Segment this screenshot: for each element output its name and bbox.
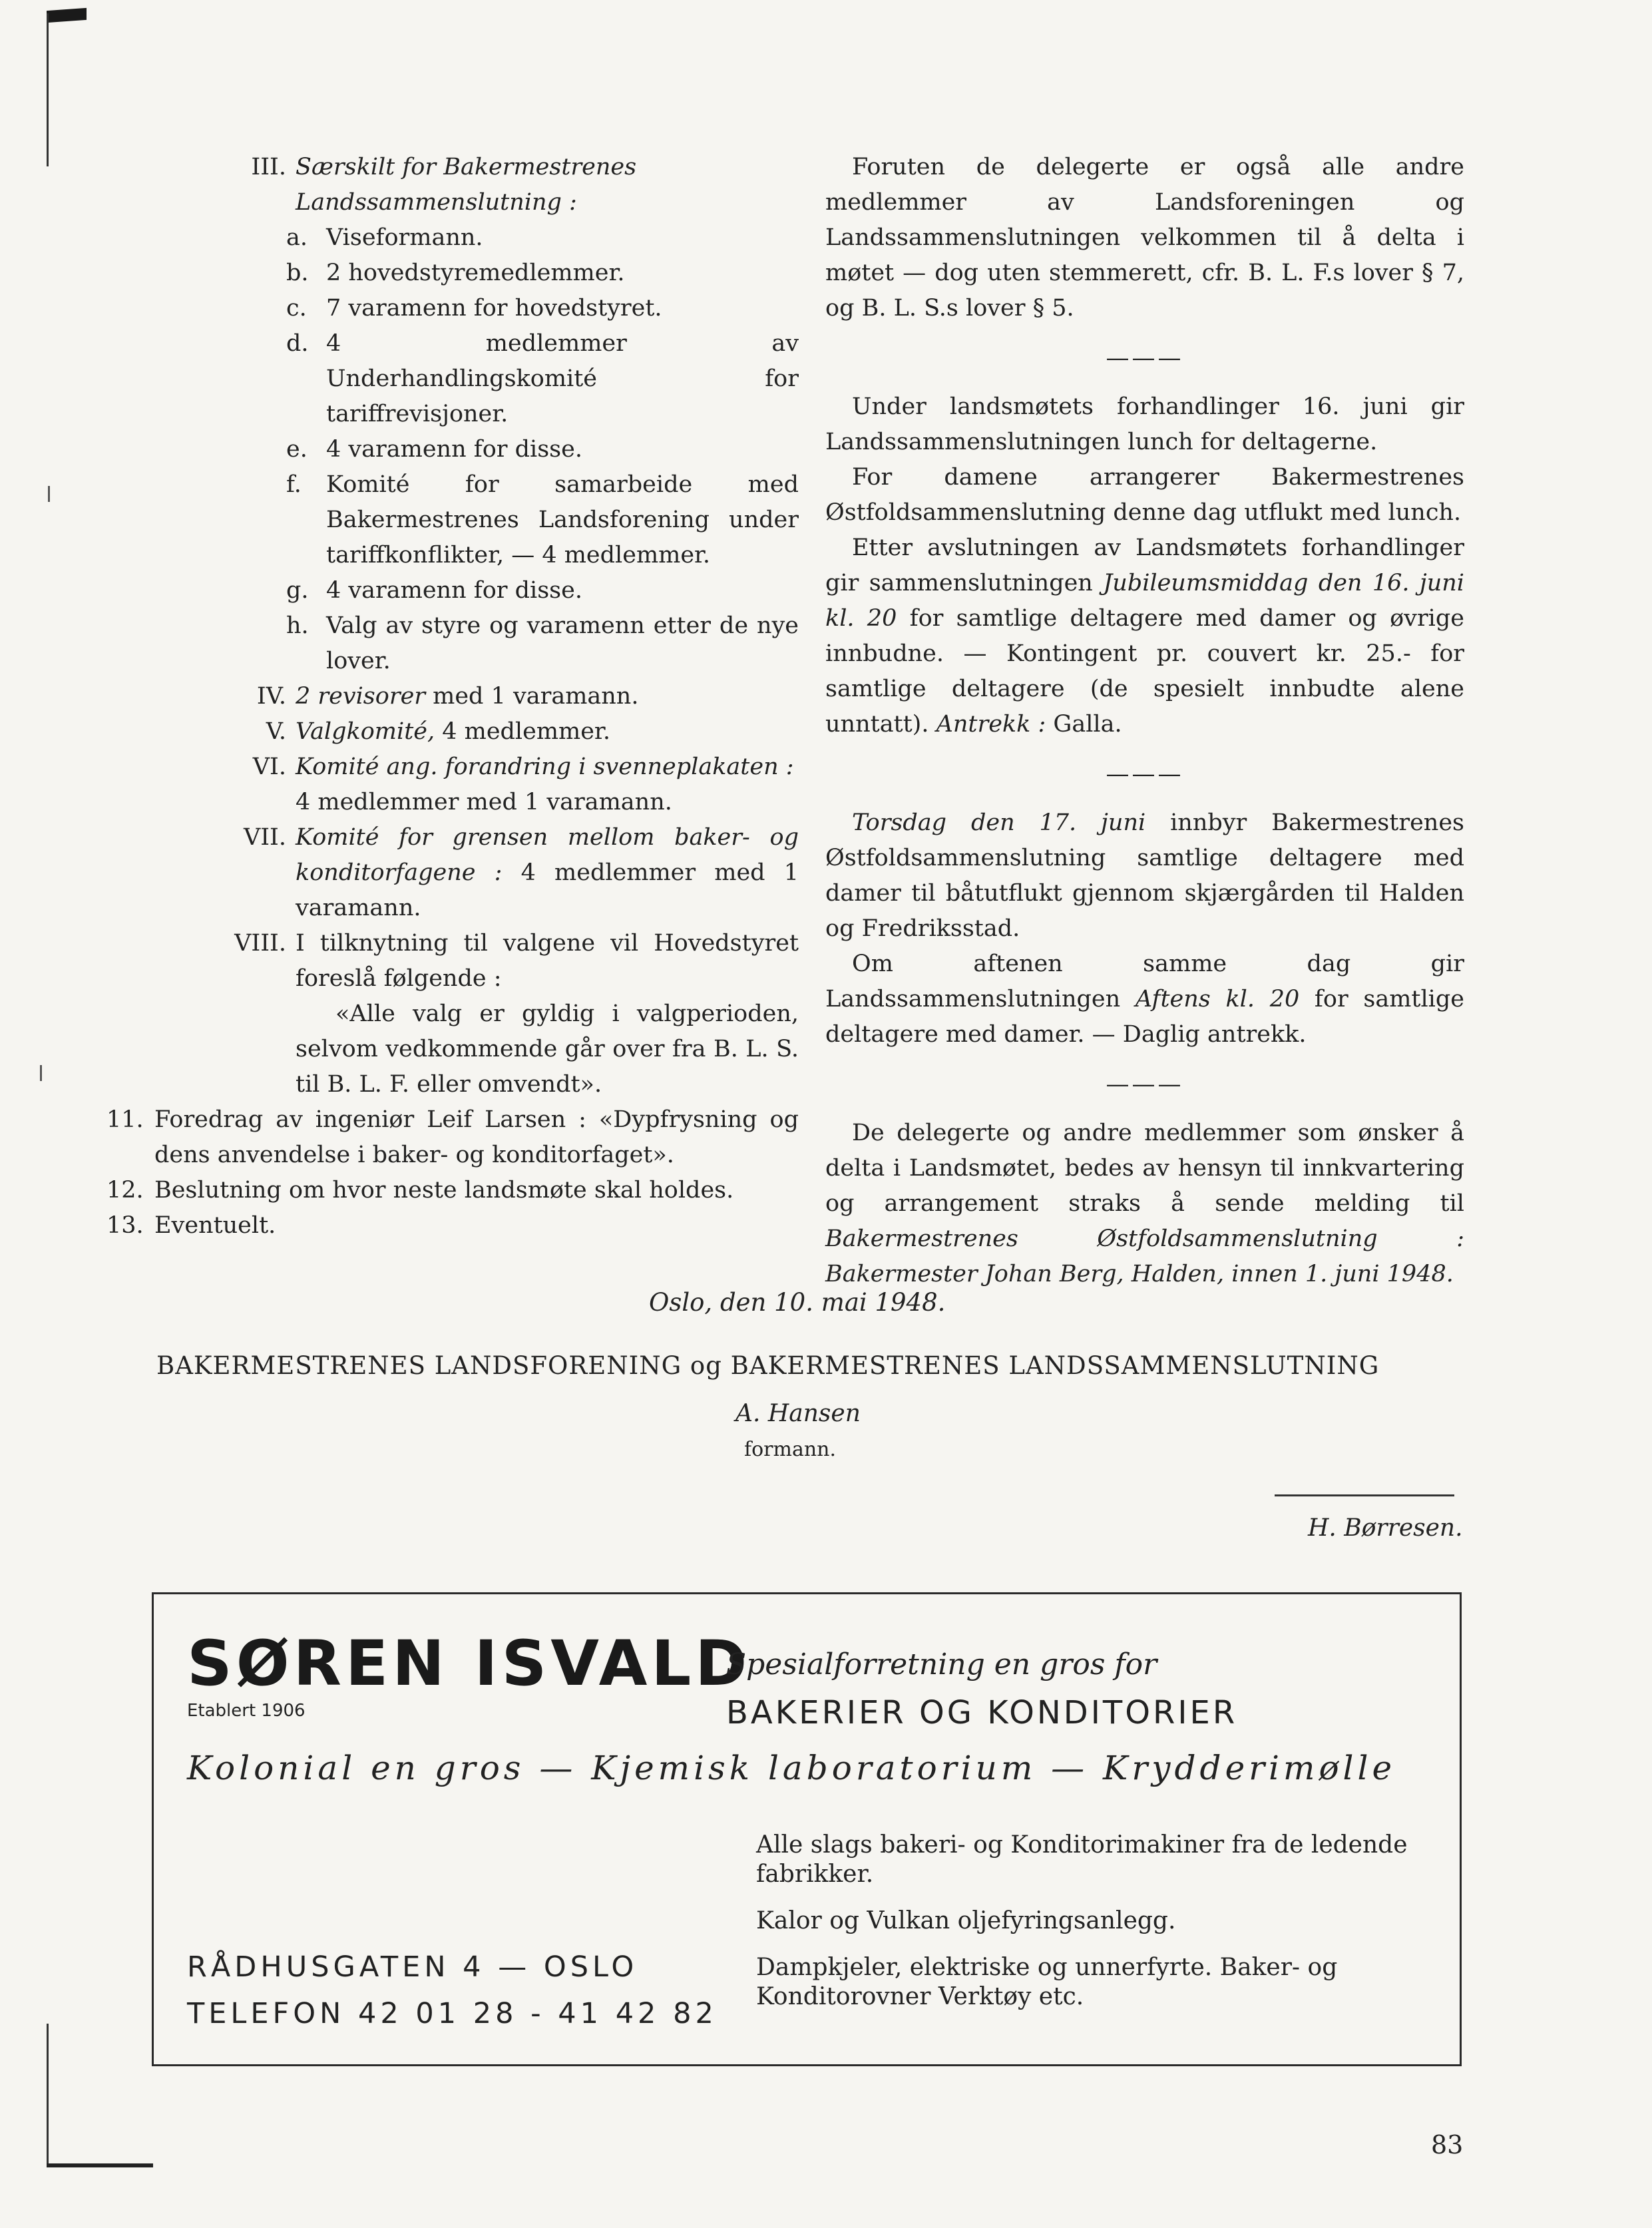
sub-item-text: Viseformann. [326, 224, 483, 251]
paragraph [825, 1116, 1464, 1292]
agenda-item-viii [173, 926, 799, 1102]
phone-numbers: TELEFON 42 01 28 - 41 42 82 [187, 1997, 718, 2030]
item-text: med 1 varamann. [425, 683, 639, 710]
item-number: VIII. [234, 930, 286, 957]
agenda-item-vii [173, 820, 799, 926]
scan-corner-mark [47, 8, 87, 23]
sub-item-text: 4 varamenn for disse. [326, 436, 582, 463]
sub-item-text: Valg av styre og varamenn etter de nye lover. [326, 612, 799, 674]
scan-edge-mark [48, 486, 50, 502]
sub-item-text: 2 hovedstyremedlemmer. [326, 260, 625, 286]
agenda-item-iii [173, 150, 799, 220]
signature-rule [1275, 1494, 1454, 1496]
sub-item [173, 467, 799, 573]
item-number: 12. [106, 1177, 144, 1204]
agenda-column [106, 150, 799, 1243]
sub-item-letter: e. [286, 436, 308, 463]
sub-item [173, 326, 799, 432]
place-date: Oslo, den 10. mai 1948. [649, 1288, 946, 1317]
scan-edge-mark [47, 2024, 49, 2167]
business-lines: Kolonial en gros — Kjemisk laboratorium — Krydderimølle [187, 1749, 1396, 1787]
signer-title: formann. [744, 1438, 837, 1461]
sub-item-text: 4 medlemmer av Underhandlingskomité for tariffrevisjoner. [326, 330, 799, 427]
item-number: IV. [256, 683, 286, 710]
item-number: III. [251, 154, 286, 180]
separator: ——— [1106, 1071, 1184, 1098]
sub-item-text: 4 varamenn for disse. [326, 577, 582, 604]
text-run: Galla. [1046, 711, 1122, 738]
text-run: for samtlige deltagere med damer. — Daglig antrekk. [825, 986, 1464, 1048]
item-heading: Særskilt for Bakermestrenes Landssammenslutning : [296, 154, 637, 216]
text-run: innbyr Bakermestrenes Østfoldsammenslutning samtlige deltagere med damer til båtutflukt gjennom skjærgården til Halden og Fredriksstad. [825, 809, 1464, 942]
item-text: I tilknytning til valgene vil Hovedstyret foreslå følgende : [296, 930, 799, 992]
product-list [756, 1831, 1422, 2029]
item-number: VII. [243, 824, 286, 851]
sub-item-text: Komité for samarbeide med Bakermestrenes Landsforening under tariffkonflikter, — 4 medlemmer. [326, 471, 799, 568]
text-run: Etter avslutningen av Landsmøtets forhandlinger gir sammenslutningen [825, 535, 1464, 596]
signer-name: H. Børresen. [1308, 1514, 1463, 1542]
item-number: VI. [252, 754, 286, 780]
sub-item-letter: f. [286, 471, 302, 498]
address-block [187, 1944, 718, 2037]
sub-item [173, 256, 799, 291]
sub-item-letter: g. [286, 577, 309, 604]
item-number: 11. [106, 1106, 144, 1133]
scan-edge-mark [40, 1065, 42, 1081]
organizations-line: BAKERMESTRENES LANDSFORENING og BAKERMESTRENES LANDSSAMMENSLUTNING [156, 1351, 1380, 1380]
emphasis-run: Antrekk : [936, 711, 1046, 738]
paragraph: For damene arrangerer Bakermestrenes Østfoldsammenslutning denne dag utflukt med lunch. [825, 464, 1464, 526]
agenda-item-v [173, 714, 799, 750]
item-label: Komité ang. forandring i svenneplakaten : [296, 754, 794, 780]
proposal-quote: «Alle valg er gyldig i valgperioden, selvom vedkommende går over fra B. L. S. til B. L. F. eller omvendt». [296, 1001, 799, 1098]
agenda-item-vi [173, 750, 799, 820]
signer-name: A. Hansen [735, 1400, 861, 1427]
sub-item [173, 573, 799, 608]
sub-item [173, 220, 799, 256]
scan-corner-mark [47, 2163, 153, 2167]
item-number: V. [266, 718, 286, 745]
item-label: Komité for grensen mellom baker- og konditorfagene : [296, 824, 799, 886]
street-address: RÅDHUSGATEN 4 — OSLO [187, 1950, 638, 1984]
agenda-item-12 [106, 1173, 799, 1208]
sub-item-letter: a. [286, 224, 308, 251]
brand-name: SØREN ISVALD [187, 1628, 751, 1700]
paragraph: Under landsmøtets forhandlinger 16. juni gir Landssammenslutningen lunch for deltagerne. [825, 393, 1464, 455]
sub-item-letter: h. [286, 612, 309, 639]
paragraph [825, 805, 1464, 947]
page-number: 83 [1431, 2130, 1464, 2159]
paragraph [825, 947, 1464, 1052]
item-text: 4 medlemmer med 1 varamann. [296, 789, 672, 815]
agenda-item-13 [106, 1208, 799, 1243]
sub-item [173, 432, 799, 467]
established-year: Etablert 1906 [187, 1701, 306, 1721]
product-item: Alle slags bakeri- og Konditorimakiner fra de ledende fabrikker. [756, 1831, 1408, 1888]
item-label: Valgkomité, [296, 718, 435, 745]
item-text: Foredrag av ingeniør Leif Larsen : «Dypfrysning og dens anvendelse i baker- og konditorfaget». [154, 1106, 799, 1168]
paragraph [825, 531, 1464, 742]
text-run: for samtlige deltagere med damer og øvrige innbudne. — Kontingent pr. couvert kr. 25.- for samtlige deltagere (de spesielt innbudte alene unntatt). [825, 605, 1464, 738]
product-item: Kalor og Vulkan oljefyringsanlegg. [756, 1907, 1176, 1934]
paragraph: Foruten de delegerte er også alle andre medlemmer av Landsforeningen og Landssammenslutningen velkommen til å delta i møtet — dog uten stemmerett, cfr. B. L. F.s lover § 7, og B. L. S.s lover § 5. [825, 154, 1464, 322]
item-text: 4 medlemmer med 1 varamann. [296, 859, 799, 921]
sub-item-text: 7 varamenn for hovedstyret. [326, 295, 662, 322]
emphasis-run: Jubileumsmiddag den 16. juni kl. 20 [825, 570, 1464, 632]
sub-item-letter: b. [286, 260, 309, 286]
emphasis-run: Torsdag den 17. juni [852, 809, 1146, 836]
text-run: De delegerte og andre medlemmer som ønsker å delta i Landsmøtet, bedes av hensyn til innkvartering og arrangement straks å sende melding til [825, 1120, 1464, 1217]
trade-heading: BAKERIER OG KONDITORIER [726, 1694, 1238, 1731]
emphasis-run: Aftens kl. 20 [1135, 986, 1300, 1012]
emphasis-run: Bakermestrenes Østfoldsammenslutning : Bakermester Johan Berg, Halden, innen 1. juni 1948. [825, 1225, 1464, 1287]
sub-item [173, 291, 799, 326]
information-column [825, 150, 1464, 1292]
advertisement-box [152, 1592, 1462, 2066]
text-run: Om aftenen samme dag gir Landssammenslutningen [825, 951, 1464, 1012]
sub-item-letter: d. [286, 330, 309, 357]
separator: ——— [1106, 761, 1184, 787]
item-label: 2 revisorer [296, 683, 426, 710]
separator: ——— [1106, 345, 1184, 371]
item-number: 13. [106, 1212, 144, 1239]
item-text: 4 medlemmer. [435, 718, 610, 745]
item-text: Beslutning om hvor neste landsmøte skal holdes. [154, 1177, 734, 1204]
product-item: Dampkjeler, elektriske og unnerfyrte. Baker- og Konditorovner Verktøy etc. [756, 1954, 1338, 2010]
scan-edge-mark [47, 13, 49, 166]
item-text: Eventuelt. [154, 1212, 276, 1239]
agenda-item-11 [106, 1102, 799, 1173]
agenda-item-iv [173, 679, 799, 714]
tagline: Spesialforretning en gros for [726, 1648, 1157, 1681]
sub-item-letter: c. [286, 295, 307, 322]
sub-item [173, 608, 799, 679]
